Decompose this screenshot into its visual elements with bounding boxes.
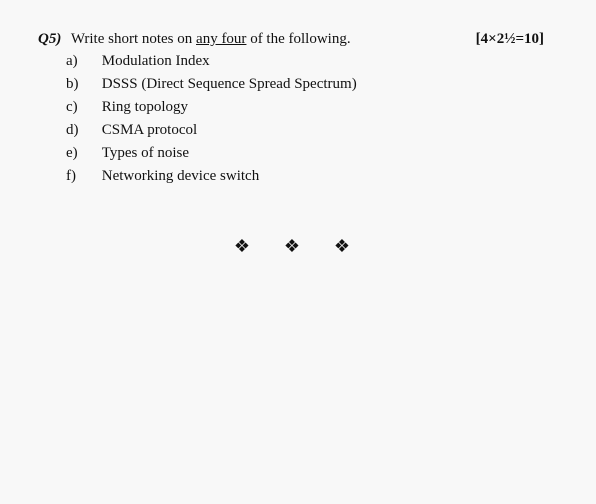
option-text: DSSS (Direct Sequence Spread Spectrum) (101, 76, 357, 92)
diamond-ornament-icon: ❖ (283, 236, 301, 256)
question-number: Q5) (38, 31, 62, 47)
option-item (66, 96, 486, 119)
marks-allocation: [4×2½=10] (475, 31, 544, 47)
question-emphasis: any four (196, 31, 247, 47)
diamond-ornament-icon: ❖ (333, 236, 351, 256)
option-letter: c) (66, 99, 78, 115)
option-text: CSMA protocol (101, 122, 198, 138)
option-letter: f) (66, 168, 76, 184)
options-list (66, 50, 486, 188)
option-text: Ring topology (101, 99, 189, 115)
option-letter: a) (66, 53, 78, 69)
option-letter: b) (66, 76, 79, 92)
option-letter: d) (66, 122, 79, 138)
option-item (66, 119, 486, 142)
section-divider (232, 236, 352, 256)
option-text: Networking device switch (101, 168, 260, 184)
diamond-ornament-icon: ❖ (233, 236, 251, 256)
option-item (66, 73, 486, 96)
option-text: Modulation Index (101, 53, 210, 69)
question-suffix: of the following. (246, 31, 351, 47)
option-item (66, 50, 486, 73)
option-letter: e) (66, 145, 78, 161)
option-item (66, 142, 486, 165)
question-prefix: Write short notes on (70, 31, 197, 47)
option-text: Types of noise (101, 145, 190, 161)
option-item (66, 165, 486, 188)
